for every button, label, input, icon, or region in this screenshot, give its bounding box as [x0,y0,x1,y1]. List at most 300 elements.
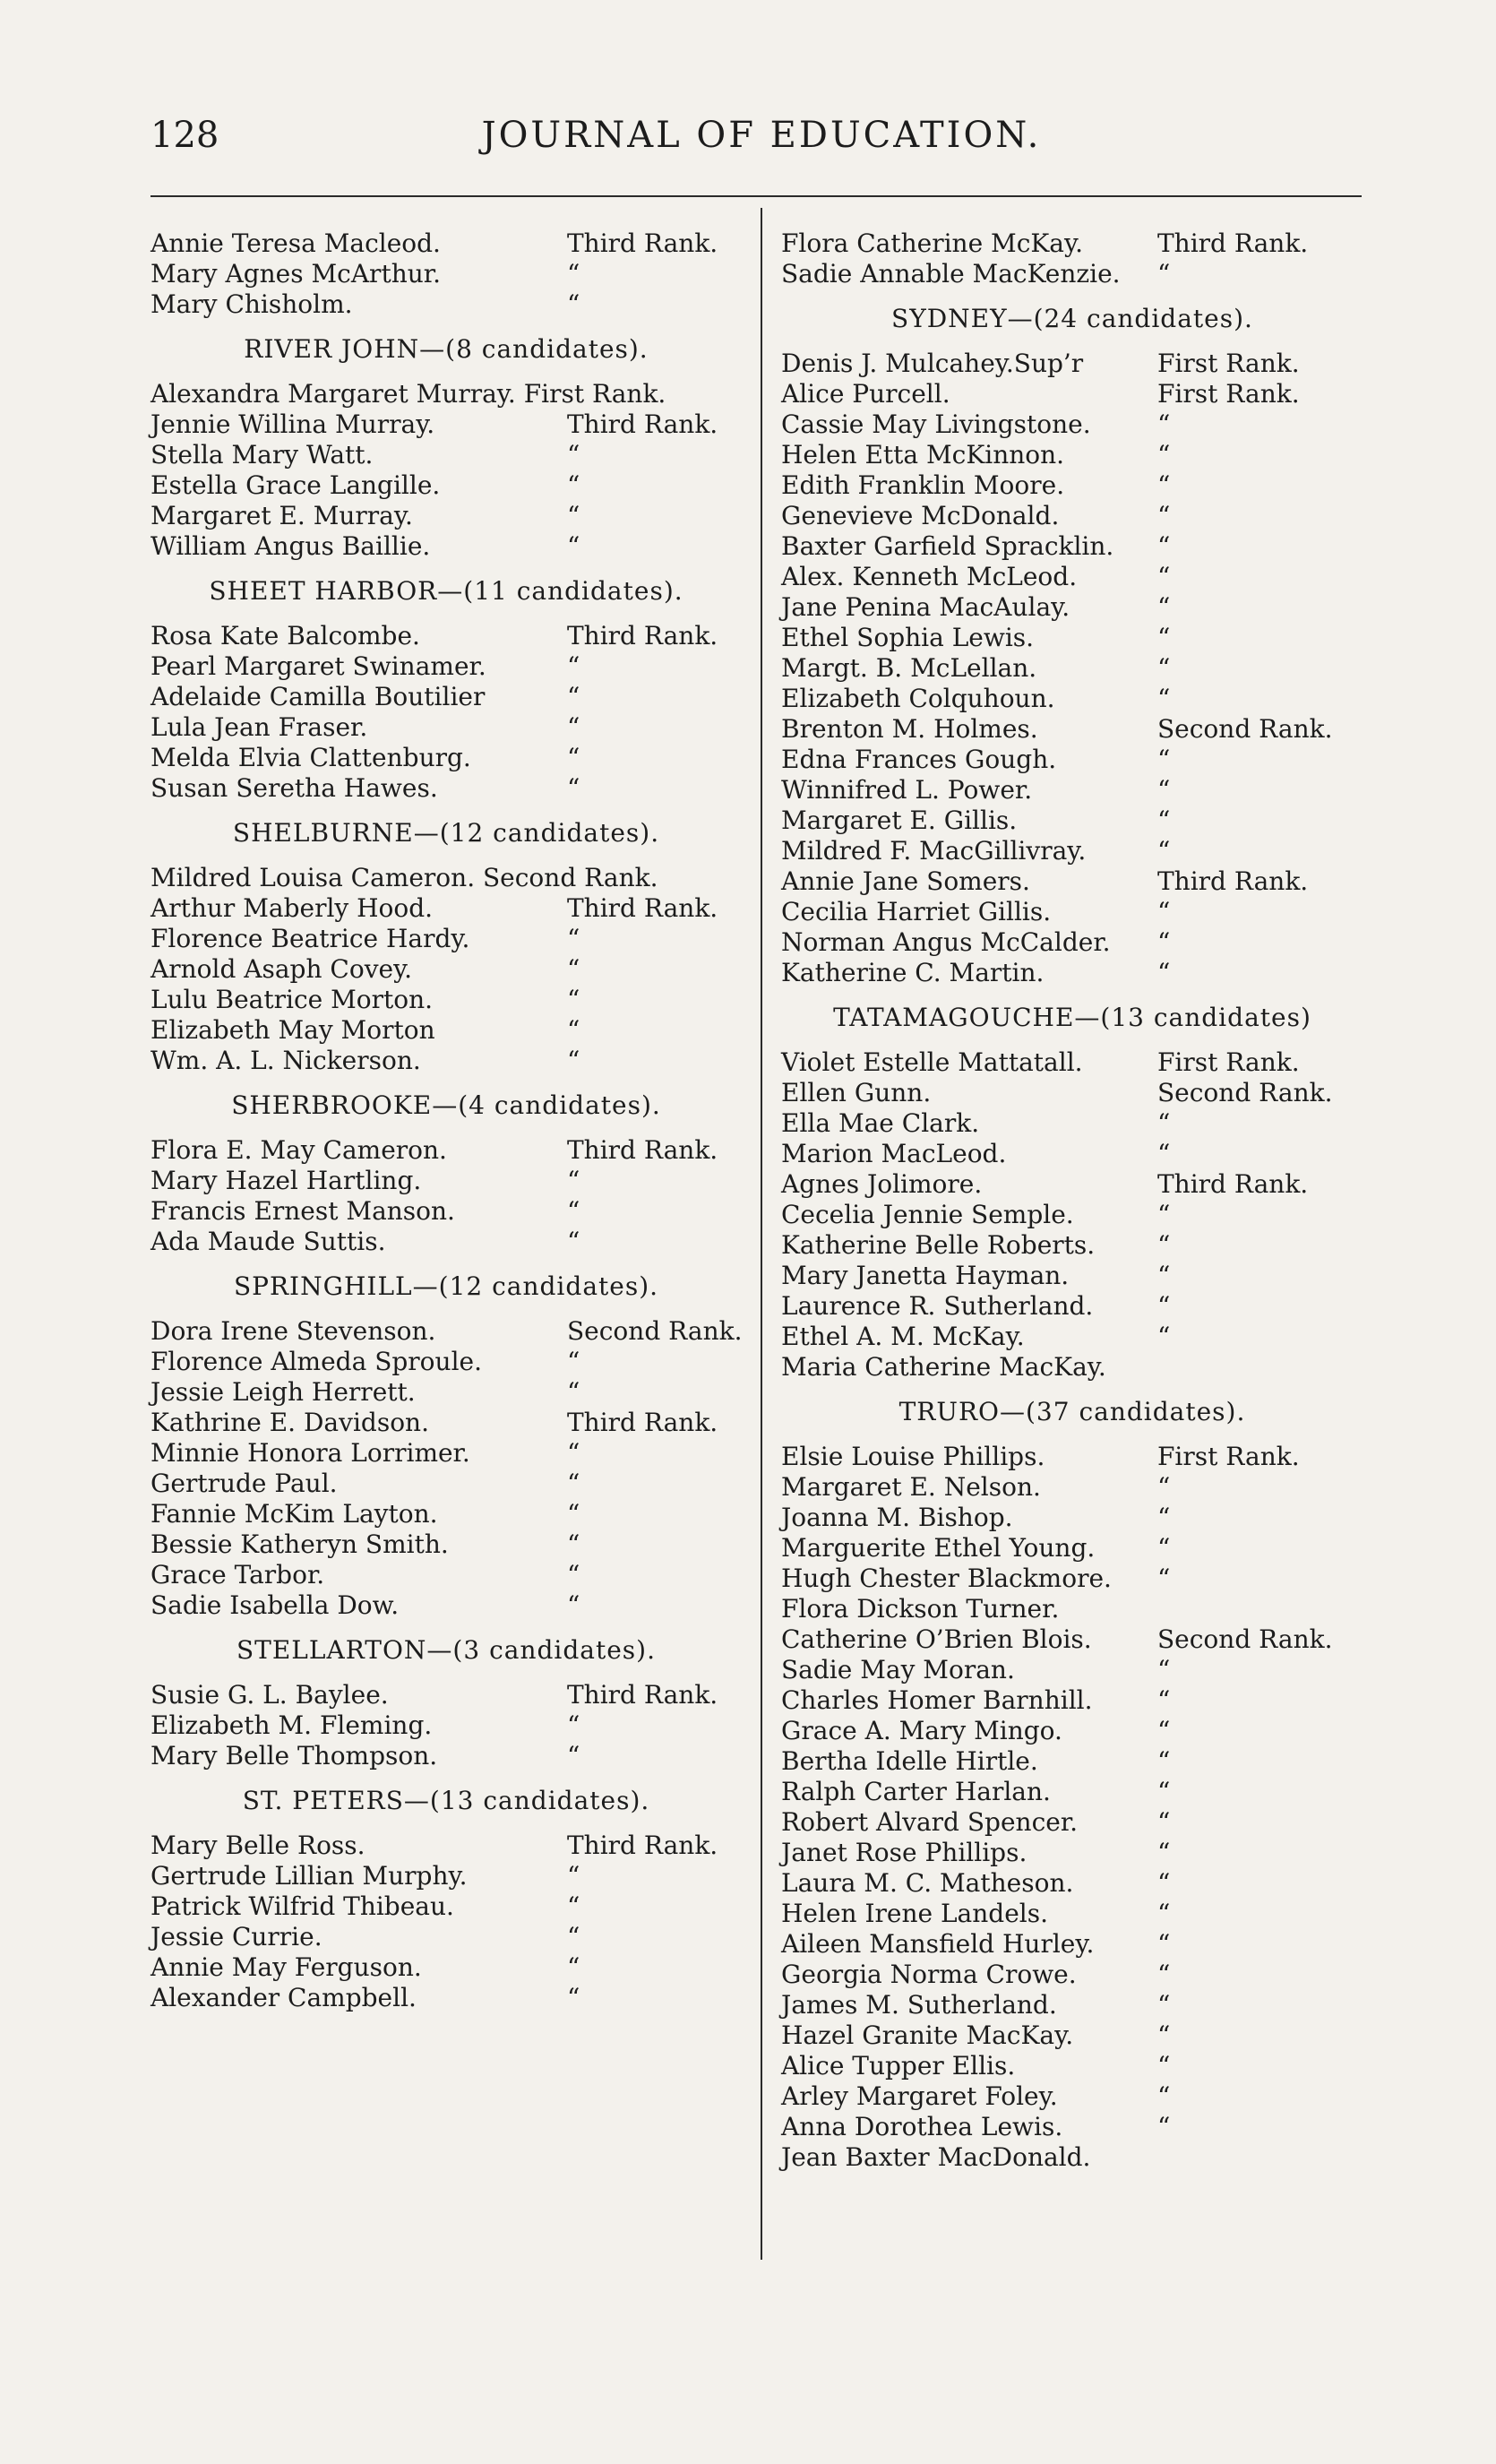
candidate-row [150,531,742,562]
candidate-rank: “ [567,1710,580,1740]
candidate-row [781,684,1363,714]
candidate-rank: “ [567,773,580,803]
candidate-rank: “ [1157,1960,1171,1989]
candidate-name: Lula Jean Fraser. [150,712,368,742]
candidate-rank: “ [567,1499,580,1529]
candidate-row [781,2142,1363,2173]
candidate-name: Cassie May Livingstone. [781,409,1091,439]
candidate-name: Susan Seretha Hawes. [150,773,438,803]
candidate-row [781,1685,1363,1716]
candidate-row [150,470,742,501]
candidate-row [150,1741,742,1771]
candidate-rank: “ [1157,1899,1171,1928]
candidate-rank: “ [1157,1777,1171,1806]
candidate-rank: “ [567,1952,580,1982]
candidate-rank: “ [1157,409,1171,439]
candidate-rank: Third Rank. [567,1831,718,1860]
candidate-row [781,897,1363,927]
candidate-row [150,985,742,1015]
candidate-name: Bessie Katheryn Smith. [150,1529,449,1559]
section-heading: RIVER JOHN—(8 candidates). [244,334,649,364]
section-heading: SPRINGHILL—(12 candidates). [233,1271,659,1301]
candidate-row [781,2112,1363,2142]
candidate-rank: Third Rank. [567,1135,718,1165]
candidate-rank: “ [1157,1472,1171,1502]
candidate-name: Pearl Margaret Swinamer. [150,651,486,681]
candidate-name: Helen Irene Landels. [781,1899,1049,1928]
candidate-rank: “ [1157,1108,1171,1138]
candidate-row [150,893,742,924]
candidate-rank: “ [567,985,580,1014]
candidate-row [781,259,1363,289]
candidate-rank: “ [1157,775,1171,805]
candidate-rank: “ [567,954,580,984]
candidate-rank: “ [1157,562,1171,591]
candidate-rank: “ [1157,1564,1171,1593]
candidate-name: Cecelia Jennie Semple. [781,1200,1074,1229]
candidate-rank: “ [1157,897,1171,926]
candidate-row [150,1196,742,1227]
candidate-name: Fannie McKim Layton. [150,1499,438,1529]
candidate-rank: “ [1157,440,1171,470]
candidate-row [781,440,1363,470]
candidate-row [150,259,742,289]
candidate-rank: “ [567,1469,580,1498]
candidate-name: Ralph Carter Harlan. [781,1777,1051,1806]
candidate-name: Mary Agnes McArthur. [150,259,441,289]
candidate-name: Marion MacLeod. [781,1139,1007,1168]
candidate-name: Elizabeth Colquhoun. [781,684,1055,713]
candidate-name: Jean Baxter MacDonald. [781,2142,1091,2172]
candidate-rank: Second Rank. [1157,714,1333,744]
candidate-name: Ellen Gunn. [781,1078,932,1107]
candidate-row [781,1564,1363,1594]
candidate-rank: “ [1157,470,1171,500]
candidate-rank: “ [1157,1990,1171,2020]
candidate-name: Charles Homer Barnhill. [781,1685,1093,1715]
candidate-rank: Third Rank. [1157,866,1309,896]
candidate-rank: “ [1157,1838,1171,1867]
candidate-name: Hazel Granite MacKay. [781,2020,1074,2050]
section-heading: SHEET HARBOR—(11 candidates). [209,576,684,606]
candidate-rank: “ [1157,531,1171,561]
candidate-name: Catherine O’Brien Blois. [781,1624,1092,1654]
candidate-row [781,562,1363,592]
candidate-name: Violet Estelle Mattatall. [781,1047,1083,1077]
candidate-row [781,592,1363,623]
candidate-rank: Second Rank. [1157,1078,1333,1107]
candidate-row [781,228,1363,259]
candidate-rank: “ [1157,958,1171,987]
candidate-row [781,836,1363,866]
candidate-row [150,1227,742,1257]
candidate-rank: “ [1157,927,1171,957]
candidate-rank: “ [567,1166,580,1195]
candidate-rank: “ [567,531,580,561]
candidate-rank: “ [1157,259,1171,289]
candidate-row [150,1316,742,1347]
candidate-name: Helen Etta McKinnon. [781,440,1065,470]
candidate-rank: “ [1157,653,1171,683]
candidate-row [781,1169,1363,1200]
candidate-row [781,1929,1363,1960]
candidate-name: Baxter Garfield Spracklin. [781,531,1114,561]
section-heading: SYDNEY—(24 candidates). [891,304,1253,333]
candidate-rank: “ [567,289,580,319]
section-heading: ST. PETERS—(13 candidates). [242,1786,650,1815]
candidate-rank: “ [567,1046,580,1075]
candidate-name: Jessie Leigh Herrett. [150,1377,416,1407]
candidate-rank: “ [567,682,580,711]
candidate-row [150,1891,742,1922]
candidate-row [781,1352,1363,1383]
candidate-name: Flora Catherine McKay. [781,228,1083,258]
candidate-rank: Third Rank. [1157,1169,1309,1199]
candidate-name: Jessie Currie. [150,1922,322,1951]
candidate-rank: Third Rank. [567,893,718,923]
candidate-rank: “ [1157,1746,1171,1776]
candidate-row [150,743,742,773]
candidate-name: Aileen Mansfield Hurley. [781,1929,1095,1959]
candidate-row [781,714,1363,745]
candidate-row [781,1716,1363,1746]
candidate-rank: “ [1157,1868,1171,1898]
candidate-name: Cecilia Harriet Gillis. [781,897,1052,926]
candidate-name: Annie May Ferguson. [150,1952,422,1982]
candidate-name: Patrick Wilfrid Thibeau. [150,1891,454,1921]
candidate-name: Grace A. Mary Mingo. [781,1716,1062,1745]
candidate-row [781,1291,1363,1322]
candidate-name: Joanna M. Bishop. [781,1503,1013,1532]
candidate-row [150,1499,742,1529]
candidate-row [150,1015,742,1046]
candidate-name: Wm. A. L. Nickerson. [150,1046,421,1075]
candidate-name: Brenton M. Holmes. [781,714,1038,744]
candidate-rank: “ [567,501,580,530]
candidate-rank: “ [567,440,580,470]
candidate-name: Sadie May Moran. [781,1655,1015,1684]
column-divider [761,208,762,2260]
candidate-row [781,1230,1363,1261]
candidate-name: William Angus Baillie. [150,531,431,561]
candidate-rank: “ [1157,684,1171,713]
candidate-name: Georgia Norma Crowe. [781,1960,1077,1989]
candidate-row [150,228,742,259]
candidate-row [781,1990,1363,2020]
candidate-row [781,866,1363,897]
section-heading: SHELBURNE—(12 candidates). [232,818,660,848]
candidate-rank: “ [1157,1322,1171,1351]
candidate-name: Adelaide Camilla Boutilier [150,682,486,711]
left-column [150,228,742,2013]
candidate-row [781,2051,1363,2081]
candidate-rank: “ [1157,1685,1171,1715]
candidate-rank: “ [567,1377,580,1407]
candidate-name: Jane Penina MacAulay. [781,592,1070,622]
candidate-rank: “ [567,1347,580,1376]
candidate-rank: “ [1157,1261,1171,1290]
candidate-name: Sadie Isabella Dow. [150,1590,400,1620]
candidate-rank: “ [1157,2112,1171,2141]
section-heading: TRURO—(37 candidates). [898,1397,1246,1426]
candidate-row [781,927,1363,958]
candidate-row [781,1139,1363,1169]
candidate-rank: “ [1157,623,1171,652]
candidate-name: Lulu Beatrice Morton. [150,985,434,1014]
candidate-rank: “ [567,1590,580,1620]
candidate-name: Alice Tupper Ellis. [781,2051,1016,2081]
candidate-row [781,1624,1363,1655]
candidate-name: Susie G. L. Baylee. [150,1680,389,1710]
candidate-row [781,806,1363,836]
candidate-row [150,1922,742,1952]
candidate-rank: “ [567,1741,580,1770]
candidate-rank: Third Rank. [567,409,718,439]
candidate-name: Ada Maude Suttis. [150,1227,386,1256]
section-heading: STELLARTON—(3 candidates). [236,1635,656,1665]
candidate-row [781,1261,1363,1291]
candidate-rank: First Rank. [1157,349,1300,378]
right-column [781,228,1363,2173]
candidate-rank: “ [567,470,580,500]
candidate-rank: “ [1157,2020,1171,2050]
candidate-rank: “ [567,651,580,681]
candidate-row [781,2020,1363,2051]
candidate-row [781,379,1363,409]
candidate-row [781,1777,1363,1807]
candidate-row [781,501,1363,531]
candidate-rank: “ [567,743,580,772]
candidate-row [781,1746,1363,1777]
candidate-name: Stella Mary Watt. [150,440,374,470]
candidate-rank: “ [1157,745,1171,774]
candidate-row [781,623,1363,653]
candidate-row [150,1831,742,1861]
candidate-name: Laura M. C. Matheson. [781,1868,1074,1898]
candidate-name: Bertha Idelle Hirtle. [781,1746,1038,1776]
candidate-row [150,1469,742,1499]
candidate-name: Katherine C. Martin. [781,958,1045,987]
candidate-name: Jennie Willina Murray. [150,409,435,439]
candidate-name: Alex. Kenneth McLeod. [781,562,1078,591]
candidate-name: Estella Grace Langille. [150,470,441,500]
candidate-row [150,712,742,743]
candidate-name: Agnes Jolimore. [781,1169,983,1199]
candidate-row [781,1533,1363,1564]
candidate-row [781,1899,1363,1929]
candidate-rank: “ [567,1227,580,1256]
candidate-name: Laurence R. Sutherland. [781,1291,1094,1321]
candidate-row [150,1377,742,1408]
candidate-rank: Third Rank. [567,1408,718,1437]
section-heading: TATAMAGOUCHE—(13 candidates) [833,1003,1311,1032]
candidate-name: Rosa Kate Balcombe. [150,621,420,650]
candidate-row [781,1838,1363,1868]
candidate-row [150,1347,742,1377]
candidate-rank: “ [567,1015,580,1045]
candidate-rank: Third Rank. [1157,228,1309,258]
candidate-name: Maria Catherine MacKay. [781,1352,1106,1382]
candidate-row [150,501,742,531]
candidate-row [150,1135,742,1166]
candidate-rank: “ [1157,836,1171,866]
candidate-row [781,1503,1363,1533]
candidate-row [781,2081,1363,2112]
candidate-name: Sadie Annable MacKenzie. [781,259,1121,289]
candidate-name: Janet Rose Phillips. [781,1838,1027,1867]
candidate-row [781,1960,1363,1990]
candidate-row [150,924,742,954]
candidate-name: Kathrine E. Davidson. [150,1408,429,1437]
page-header [143,115,1380,168]
candidate-row [150,1560,742,1590]
candidate-rank: “ [567,712,580,742]
candidate-row [781,470,1363,501]
candidate-name: Mildred Louisa Cameron. Second Rank. [150,863,658,892]
candidate-rank: “ [1157,1503,1171,1532]
candidate-rank: “ [567,1861,580,1891]
candidate-rank: Third Rank. [567,1680,718,1710]
candidate-rank: First Rank. [1157,379,1300,409]
candidate-row [781,958,1363,988]
candidate-name: Katherine Belle Roberts. [781,1230,1096,1260]
candidate-name: Elsie Louise Phillips. [781,1442,1045,1471]
candidate-rank: “ [1157,1230,1171,1260]
candidate-row [781,745,1363,775]
candidate-rank: “ [1157,1533,1171,1563]
candidate-name: Denis J. Mulcahey.Sup’r [781,349,1084,378]
candidate-name: Mildred F. MacGillivray. [781,836,1087,866]
candidate-name: Winnifred L. Power. [781,775,1033,805]
candidate-row [150,379,742,409]
candidate-row [150,1438,742,1469]
candidate-row [150,1046,742,1076]
candidate-row [781,775,1363,806]
candidate-row [150,863,742,893]
candidate-name: Mary Chisholm. [150,289,353,319]
candidate-row [781,1807,1363,1838]
candidate-rank: Third Rank. [567,228,718,258]
candidate-row [150,954,742,985]
candidate-rank: “ [567,1983,580,2012]
candidate-name: James M. Sutherland. [781,1990,1057,2020]
candidate-rank: “ [1157,592,1171,622]
candidate-rank: “ [567,1891,580,1921]
candidate-row [781,1200,1363,1230]
candidate-name: Margt. B. McLellan. [781,653,1037,683]
candidate-row [781,1594,1363,1624]
candidate-row [781,1472,1363,1503]
candidate-row [781,349,1363,379]
candidate-name: Hugh Chester Blackmore. [781,1564,1112,1593]
candidate-name: Mary Belle Ross. [150,1831,365,1860]
candidate-row [150,440,742,470]
candidate-rank: First Rank. [1157,1442,1300,1471]
candidate-row [150,1529,742,1560]
candidate-rank: “ [1157,1291,1171,1321]
candidate-rank: “ [1157,1929,1171,1959]
candidate-rank: “ [1157,2081,1171,2111]
candidate-row [150,409,742,440]
candidate-row [781,1868,1363,1899]
candidate-name: Margaret E. Nelson. [781,1472,1041,1502]
candidate-rank: “ [567,1438,580,1468]
candidate-rank: “ [567,1196,580,1226]
candidate-name: Marguerite Ethel Young. [781,1533,1096,1563]
candidate-name: Florence Almeda Sproule. [150,1347,483,1376]
candidate-name: Dora Irene Stevenson. [150,1316,436,1346]
candidate-name: Ethel A. M. McKay. [781,1322,1025,1351]
candidate-name: Alexandra Margaret Murray. First Rank. [150,379,666,409]
candidate-row [150,1861,742,1891]
candidate-name: Arley Margaret Foley. [781,2081,1058,2111]
candidate-name: Anna Dorothea Lewis. [781,2112,1063,2141]
candidate-rank: “ [1157,2051,1171,2081]
journal-title: JOURNAL OF EDUCATION. [481,115,1042,156]
candidate-name: Flora Dickson Turner. [781,1594,1060,1624]
candidate-name: Minnie Honora Lorrimer. [150,1438,470,1468]
candidate-row [150,682,742,712]
candidate-rank: First Rank. [1157,1047,1300,1077]
section-heading: SHERBROOKE—(4 candidates). [231,1090,661,1120]
candidate-rank: “ [1157,1807,1171,1837]
candidate-name: Mary Janetta Hayman. [781,1261,1070,1290]
candidate-name: Genevieve McDonald. [781,501,1060,530]
candidate-rank: “ [1157,806,1171,835]
candidate-row [781,1442,1363,1472]
candidate-name: Margaret E. Gillis. [781,806,1018,835]
candidate-row [781,1322,1363,1352]
candidate-rank: “ [1157,1655,1171,1684]
candidate-rank: “ [567,259,580,289]
candidate-name: Gertrude Paul. [150,1469,338,1498]
candidate-name: Norman Angus McCalder. [781,927,1111,957]
candidate-name: Francis Ernest Manson. [150,1196,455,1226]
candidate-row [150,289,742,320]
candidate-rank: “ [567,924,580,953]
candidate-name: Annie Teresa Macleod. [150,228,441,258]
candidate-name: Ella Mae Clark. [781,1108,980,1138]
candidate-name: Ethel Sophia Lewis. [781,623,1035,652]
candidate-rank: “ [567,1922,580,1951]
candidate-name: Flora E. May Cameron. [150,1135,447,1165]
candidate-name: Arnold Asaph Covey. [150,954,413,984]
candidate-name: Gertrude Lillian Murphy. [150,1861,468,1891]
candidate-name: Margaret E. Murray. [150,501,413,530]
candidate-row [150,621,742,651]
candidate-name: Arthur Maberly Hood. [150,893,434,923]
candidate-rank: Second Rank. [567,1316,743,1346]
candidate-row [150,1710,742,1741]
candidate-name: Alexander Campbell. [150,1983,417,2012]
header-rule [150,195,1362,197]
candidate-row [150,1680,742,1710]
candidate-name: Robert Alvard Spencer. [781,1807,1079,1837]
candidate-rank: Third Rank. [567,621,718,650]
page-number: 128 [150,115,219,156]
candidate-row [150,1408,742,1438]
candidate-rank: “ [1157,501,1171,530]
candidate-row [150,773,742,804]
candidate-name: Annie Jane Somers. [781,866,1030,896]
candidate-row [781,1078,1363,1108]
candidate-row [781,1655,1363,1685]
candidate-row [150,1983,742,2013]
candidate-name: Mary Belle Thompson. [150,1741,438,1770]
candidate-rank: “ [1157,1716,1171,1745]
candidate-name: Mary Hazel Hartling. [150,1166,422,1195]
candidate-rank: Second Rank. [1157,1624,1333,1654]
